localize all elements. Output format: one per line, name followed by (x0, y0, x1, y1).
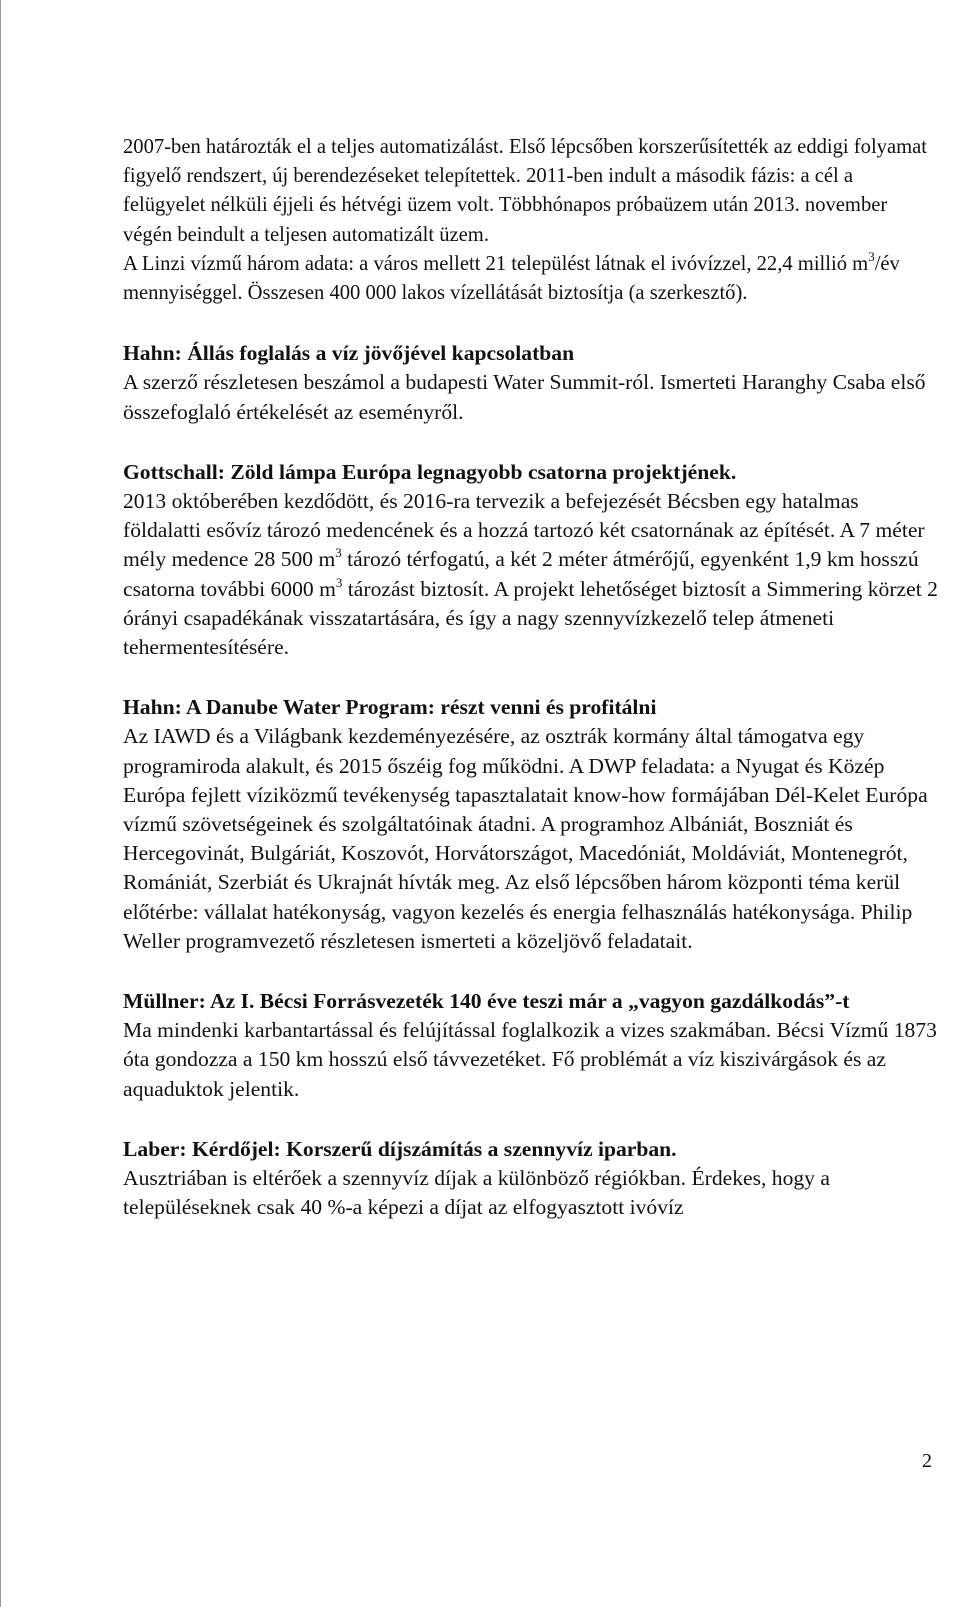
section-heading-gottschall: Gottschall: Zöld lámpa Európa legnagyobb csatorna projektjének. (123, 459, 737, 484)
section-heading-laber: Laber: Kérdőjel: Korszerű díjszámítás a szennyvíz iparban. (123, 1136, 677, 1161)
gottschall-text-part3: tározást biztosít. A projekt lehetőséget biztosít a Simmering körzet 2 órányi csapadékának visszatartására, és így a nagy szennyvízkezelő telep átmeneti tehermentesítésére. (123, 576, 938, 660)
linz-text-part1: A Linzi vízmű három adata: a város mellett 21 települést látnak el ivóvízzel, 22,4 millió m (123, 252, 869, 275)
section-heading-hahn-water-future: Hahn: Állás foglalás a víz jövőjével kapcsolatban (123, 341, 575, 366)
section-body-gottschall (123, 487, 938, 662)
linz-text-part2: /év mennyiséggel. Összesen 400 000 lakos vízellátását biztosítja (a szerkesztő). (123, 252, 900, 305)
section-body-laber: Ausztriában is eltérőek a szennyvíz díjak a különböző régiókban. Érdekes, hogy a településeknek csak 40 %-a képezi a díjat az elfogyasztott ivóvíz (123, 1166, 830, 1220)
section-body-hahn-water-future: A szerző részletesen beszámol a budapesti Water Summit-ról. Ismerteti Haranghy Csaba első összefoglaló értékelését az eseményről. (123, 370, 926, 424)
section-heading-danube-water-program: Hahn: A Danube Water Program: részt venni és profitálni (123, 695, 657, 720)
linz-superscript: 3 (868, 248, 875, 264)
gottschall-text-part2: tározó térfogatú, a két 2 méter átmérőjű, egyenként 1,9 km hosszú csatorna további 6000 m (123, 547, 919, 601)
section-heading-mullner: Müllner: Az I. Bécsi Forrásvezeték 140 éve teszi már a „vagyon gazdálkodás”-t (123, 989, 850, 1014)
paragraph-linz-waterworks (123, 250, 938, 308)
page-number: 2 (922, 1450, 932, 1472)
gottschall-superscript-1: 3 (335, 545, 342, 561)
section-body-mullner: Ma mindenki karbantartással és felújítással foglalkozik a vizes szakmában. Bécsi Vízmű 1873 óta gondozza a 150 km hosszú első távvezetéket. Fő problémát a víz kiszivárgások és az aquaduktok jelentik. (123, 1018, 937, 1101)
section-body-danube-water-program: Az IAWD és a Világbank kezdeményezésére, az osztrák kormány által támogatva egy programiroda alakult, és 2015 őszéig fog működni. A DWP feladata: a Nyugat és Közép Európa fejlett víziközmű tevékenység tapasztalatait know-how formájában Dél-Kelet Európa vízmű szövetségeinek és szolgáltatóinak átadni. A programhoz Albániát, Boszniát és Hercegovinát, Bulgáriát, Koszovót, Horvátországot, Macedóniát, Moldáviát, Montenegrót, Romániát, Szerbiát és Ukrajnát hívták meg. Az első lépcsőben három központi téma kerül előtérbe: vállalat hatékonyság, vagyon kezelés és energia felhasználás hatékonysága. Philip Weller programvezető részletesen ismerteti a közeljövő feladatait. (123, 724, 928, 953)
paragraph-automation: 2007-ben határozták el a teljes automatizálást. Első lépcsőben korszerűsítették az eddigi folyamat figyelő rendszert, új berendezéseket telepítettek. 2011-ben indult a második fázis: a cél a felügyelet nélküli éjjeli és hétvégi üzem volt. Többhónapos próbaüzem után 2013. november végén beindult a teljesen automatizált üzem. (123, 136, 928, 246)
gottschall-superscript-2: 3 (335, 574, 343, 590)
document-page (123, 133, 938, 1223)
gottschall-text-part1: 2013 októberében kezdődött, és 2016-ra tervezik a befejezését Bécsben egy hatalmas földalatti esővíz tározó medencének és a hozzá tartozó két csatornának az építését. A 7 méter mély medence 28 500 m (123, 489, 925, 572)
page-left-border (0, 0, 1, 1607)
